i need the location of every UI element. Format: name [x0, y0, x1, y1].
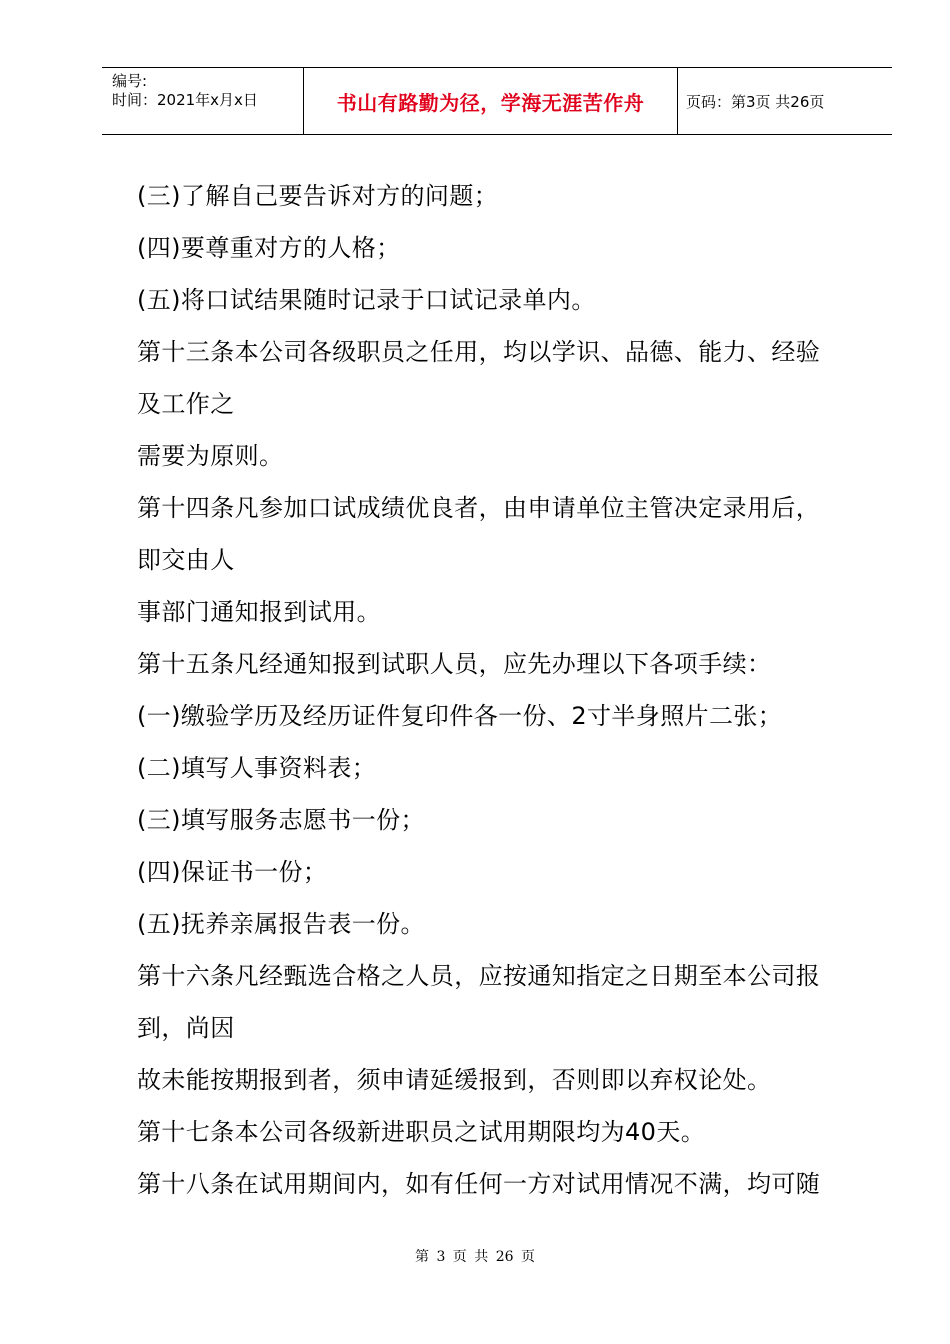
header-number-label: 编号:: [112, 72, 148, 90]
paragraph-line: 事部门通知报到试用。: [137, 598, 381, 626]
paragraph-line: 故未能按期报到者，须申请延缓报到，否则即以弃权论处。: [137, 1066, 772, 1094]
page-footer: [0, 1246, 950, 1266]
paragraph-line: (五)抚养亲属报告表一份。: [137, 910, 425, 938]
paragraph-line: 第十三条本公司各级职员之任用，均以学识、品德、能力、经验: [137, 338, 821, 366]
paragraph-line: 第十六条凡经甄选合格之人员，应按通知指定之日期至本公司报: [137, 962, 821, 990]
paragraph-line: 第十五条凡经通知报到试职人员，应先办理以下各项手续：: [137, 650, 772, 678]
paragraph-line: 第十四条凡参加口试成绩优良者，由申请单位主管决定录用后，: [137, 494, 821, 522]
paragraph-line: 需要为原则。: [137, 442, 284, 470]
paragraph-line: (四)要尊重对方的人格；: [137, 234, 401, 262]
paragraph-line: 到，尚因: [137, 1014, 235, 1042]
paragraph-line: 第十八条在试用期间内，如有任何一方对试用情况不满，均可随: [137, 1170, 821, 1198]
header-motto: 书山有路勤为径，学海无涯苦作舟: [336, 90, 645, 115]
paragraph-line: (五)将口试结果随时记录于口试记录单内。: [137, 286, 596, 314]
header-meta-cell: [102, 68, 304, 134]
paragraph-line: (三)填写服务志愿书一份；: [137, 806, 425, 834]
paragraph-line: 及工作之: [137, 390, 235, 418]
header-motto-cell: [304, 68, 678, 134]
header-time-label: 时间：2021年x月x日: [112, 91, 258, 109]
paragraph-line: (四)保证书一份；: [137, 858, 328, 886]
header-page-cell: [678, 68, 892, 134]
header-page-code: 页码：第3页 共26页: [686, 92, 825, 111]
paragraph-line: 第十七条本公司各级新进职员之试用期限均为40天。: [137, 1118, 706, 1146]
document-header: [102, 67, 892, 135]
document-body: [137, 170, 867, 1210]
paragraph-line: (二)填写人事资料表；: [137, 754, 377, 782]
footer-page-number: 第 3 页 共 26 页: [415, 1249, 535, 1265]
paragraph-line: (三)了解自己要告诉对方的问题；: [137, 182, 499, 210]
paragraph-line: (一)缴验学历及经历证件复印件各一份、2寸半身照片二张；: [137, 702, 783, 730]
paragraph-line: 即交由人: [137, 546, 235, 574]
